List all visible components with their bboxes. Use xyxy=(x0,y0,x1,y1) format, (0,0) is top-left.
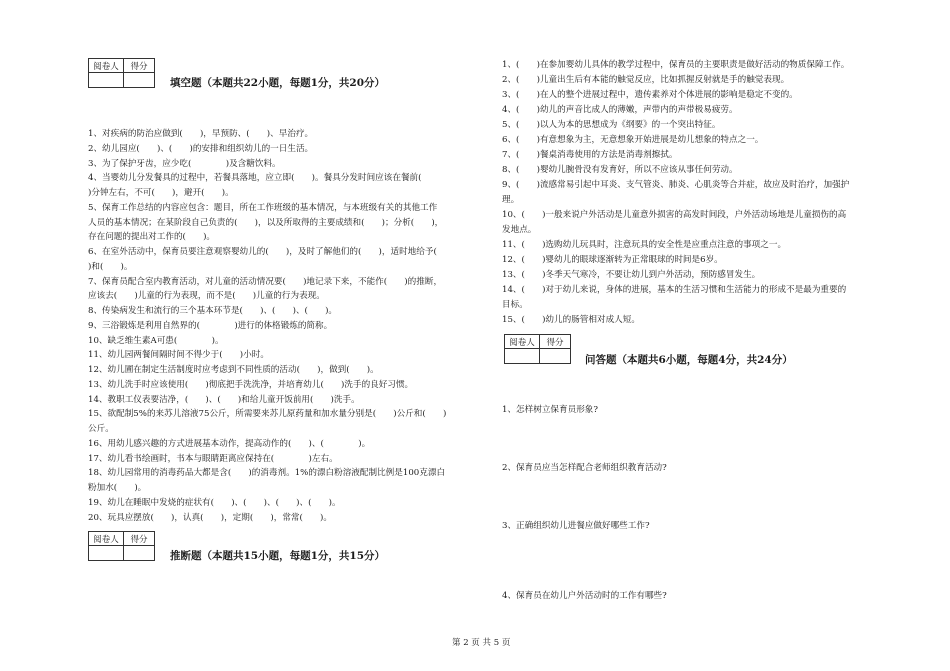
qa-question: 2、保育员应当怎样配合老师组织教育活动? xyxy=(502,463,667,473)
question-line: 目标。 xyxy=(502,300,528,310)
qa-question: 4、保育员在幼儿户外活动时的工作有哪些? xyxy=(502,591,667,601)
score-label: 得分 xyxy=(540,335,571,349)
question-line: 理。 xyxy=(502,195,520,205)
question-line: 9、三浴锻炼是利用自然界的( )进行的体格锻炼的简称。 xyxy=(88,320,333,331)
question-line: 11、( )选购幼儿玩具时，注意玩具的安全性是应重点注意的事项之一。 xyxy=(502,240,787,250)
question-line: 公斤。 xyxy=(88,424,114,434)
question-line: 11、幼儿园两餐间隔时间不得少于( )小时。 xyxy=(88,350,269,361)
question-line: 12、( )婴幼儿的眼球逐渐转为正常眼球的时间是6岁。 xyxy=(502,255,723,265)
question-line: 1、对疾病的防治应做到( )，早预防、( )、早治疗。 xyxy=(88,129,314,139)
question-line: 发地点。 xyxy=(502,225,537,235)
question-line: )和( )。 xyxy=(88,261,133,272)
question-line: 3、为了保护牙齿，应少吃( )及含糖饮料。 xyxy=(88,158,281,169)
reviewer-label: 阅卷人 xyxy=(505,335,540,349)
question-line: 8、传染病发生和流行的三个基本环节是( )、( )、( )。 xyxy=(88,306,338,316)
question-line: 7、保育员配合室内教育活动，对儿童的活动情况要( )地记录下来，不能作( )的推断， xyxy=(88,276,443,287)
question-line: 9、( )流感常易引起中耳炎、支气管炎、肺炎、心肌炎等合并症，故应及时治疗，加强护 xyxy=(502,180,850,190)
score-cell xyxy=(124,546,155,561)
fill-section-title: 填空题（本题共22小题，每题1分，共20分） xyxy=(170,77,386,89)
score-box-fill xyxy=(88,58,155,88)
question-line: 7、( )餐桌消毒使用的方法是消毒剂擦拭。 xyxy=(502,150,678,160)
reviewer-cell xyxy=(89,546,124,561)
question-line: 10、缺乏维生素A可患( )。 xyxy=(88,335,224,346)
question-line: 6、( )有意想象为主，无意想象开始进展是幼儿想象的特点之一。 xyxy=(502,135,764,145)
question-line: 13、( )冬季天气寒冷，不要让幼儿到户外活动，预防感冒发生。 xyxy=(502,270,761,280)
question-line: 5、保育工作总结的内容应包含：题目，所在工作班级的基本情况，与本班级有关的其他工作 xyxy=(88,202,438,213)
question-line: 4、当婴幼儿分发餐具的过程中，若餐具落地，应立即( )。餐具分发时间应该在餐前( xyxy=(88,173,422,184)
question-line: )分钟左右，不可( )，避开( )。 xyxy=(88,188,234,198)
reviewer-label: 阅卷人 xyxy=(89,532,124,546)
score-box-judge xyxy=(88,531,155,561)
question-line: 18、幼儿园常用的消毒药品大都是含( )的消毒剂。1%的漂白粉溶液配制比例是100克漂白 xyxy=(88,468,446,479)
question-line: 16、用幼儿感兴趣的方式进展基本动作，提高动作的( )、( )。 xyxy=(88,438,371,449)
question-line: 15、( )幼儿的肠管相对成人短。 xyxy=(502,315,640,325)
score-box-qa xyxy=(504,334,571,364)
question-line: 14、教职工仪表要洁净，( )、( )和给儿童开饭前用( )洗手。 xyxy=(88,394,360,405)
reviewer-cell xyxy=(89,73,124,88)
question-line: 12、幼儿圃在制定生活制度时应考虑到不同性质的活动( )，做到( )。 xyxy=(88,365,379,375)
question-line: 应该去( )儿童的行为表现，而不是( )儿童的行为表现。 xyxy=(88,291,325,302)
qa-question: 1、怎样树立保育员形象? xyxy=(502,405,599,415)
question-line: 6、在室外活动中，保育员要注意观察婴幼儿的( )，及时了解他们的( )，适时地给予( xyxy=(88,247,437,257)
judge-section-title: 推断题（本题共15小题，每题1分，共15分） xyxy=(170,550,386,562)
question-line: 存在问题的提出对工作的( )。 xyxy=(88,232,216,243)
score-cell xyxy=(124,73,155,88)
question-line: 2、( )儿童出生后有本能的触觉反应，比如抓握反射就是手的触觉表现。 xyxy=(502,75,790,85)
question-line: 1、( )在参加婴幼儿具体的教学过程中，保育员的主要职责是做好活动的物质保障工作。 xyxy=(502,60,850,70)
reviewer-cell xyxy=(505,349,540,364)
question-line: 10、( )一般来说户外活动是儿童意外损害的高发时间段，户外活动场地是儿童损伤的高 xyxy=(502,210,847,220)
question-line: 4、( )幼儿的声音比成人的薄嫩，声带内的声带极易疲劳。 xyxy=(502,105,738,115)
question-line: 人员的基本情况；在某阶段自己负责的( )，以及所取得的主要成绩和( )；分析( )， xyxy=(88,217,444,228)
qa-section-title: 问答题（本题共6小题，每题4分，共24分） xyxy=(585,354,793,366)
question-line: 20、玩具应摆放( )，认真( )，定期( )，常常( )。 xyxy=(88,512,333,523)
question-line: 2、幼儿园应( )、( )的安排和组织幼儿的一日生活。 xyxy=(88,143,314,154)
reviewer-label: 阅卷人 xyxy=(89,59,124,73)
qa-question: 3、正确组织幼儿进餐应做好哪些工作? xyxy=(502,521,650,531)
score-label: 得分 xyxy=(124,59,155,73)
question-line: 19、幼儿在睡眠中发烧的症状有( )、( )、( )、( )。 xyxy=(88,497,341,508)
score-label: 得分 xyxy=(124,532,155,546)
question-line: 14、( )对于幼儿来说，身体的进展，基本的生活习惯和生活能力的形成不是最为重要的 xyxy=(502,285,847,295)
question-line: 粉加水( )。 xyxy=(88,483,147,493)
question-line: 8、( )婴幼儿腕骨没有发育好，所以不应该从事任何劳动。 xyxy=(502,165,738,175)
question-line: 3、( )在人的整个进展过程中，遗传素养对个体进展的影响是稳定不变的。 xyxy=(502,90,798,100)
question-line: 15、欲配制5%的来苏儿溶液75公斤，所需要来苏儿原药量和加水量分别是( )公斤和( ) xyxy=(88,409,447,420)
question-line: 13、幼儿洗手时应该使用( )彻底把手洗洗净，并培育幼儿( )洗手的良好习惯。 xyxy=(88,379,414,390)
score-cell xyxy=(540,349,571,364)
question-line: 5、( )以人为本的思想成为《纲要》的一个突出特征。 xyxy=(502,120,721,130)
question-line: 17、幼儿看书绘画时，书本与眼睛距离应保持在( )左右。 xyxy=(88,453,338,464)
page-footer: 第 2 页 共 5 页 xyxy=(452,638,511,648)
